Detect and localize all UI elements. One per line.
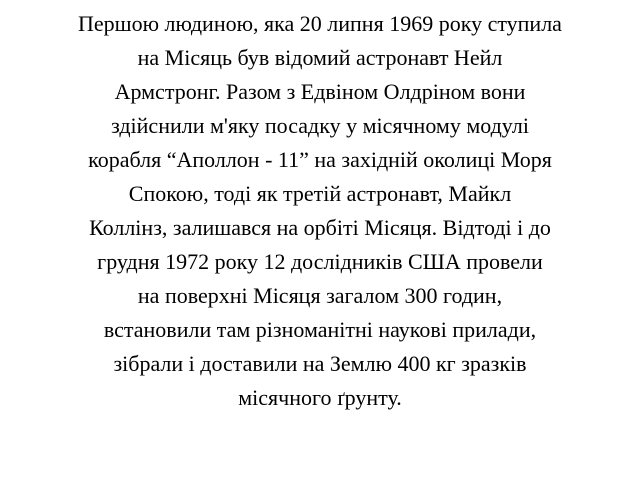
paragraph-line-9: на поверхні Місяця загалом 300 годин, [137,283,503,308]
paragraph-line-8: грудня 1972 року 12 дослідників США провели [97,249,543,274]
paragraph-line-4: здійснили м'яку посадку у місячному модулі [111,113,529,138]
paragraph-line-10: встановили там різноманітні наукові прилади, [103,317,537,342]
paragraph-line-12: місячного ґрунту. [238,385,402,410]
paragraph-line-2: на Місяць був відомий астронавт Нейл [137,45,503,70]
paragraph-line-7: Коллінз, залишався на орбіті Місяця. Відтоді і до [89,215,551,240]
paragraph-line-5: корабля “Аполлон - 11” на західній околиці Моря [88,147,552,172]
moon-landing-paragraph [0,7,640,415]
paragraph-line-1: Першою людиною, яка 20 липня 1969 року ступила [78,11,562,36]
paragraph-line-3: Армстронг. Разом з Едвіном Олдріном вони [114,79,526,104]
paragraph-line-11: зібрали і доставили на Землю 400 кг зразків [113,351,527,376]
paragraph-line-6: Спокою, тоді як третій астронавт, Майкл [128,181,512,206]
